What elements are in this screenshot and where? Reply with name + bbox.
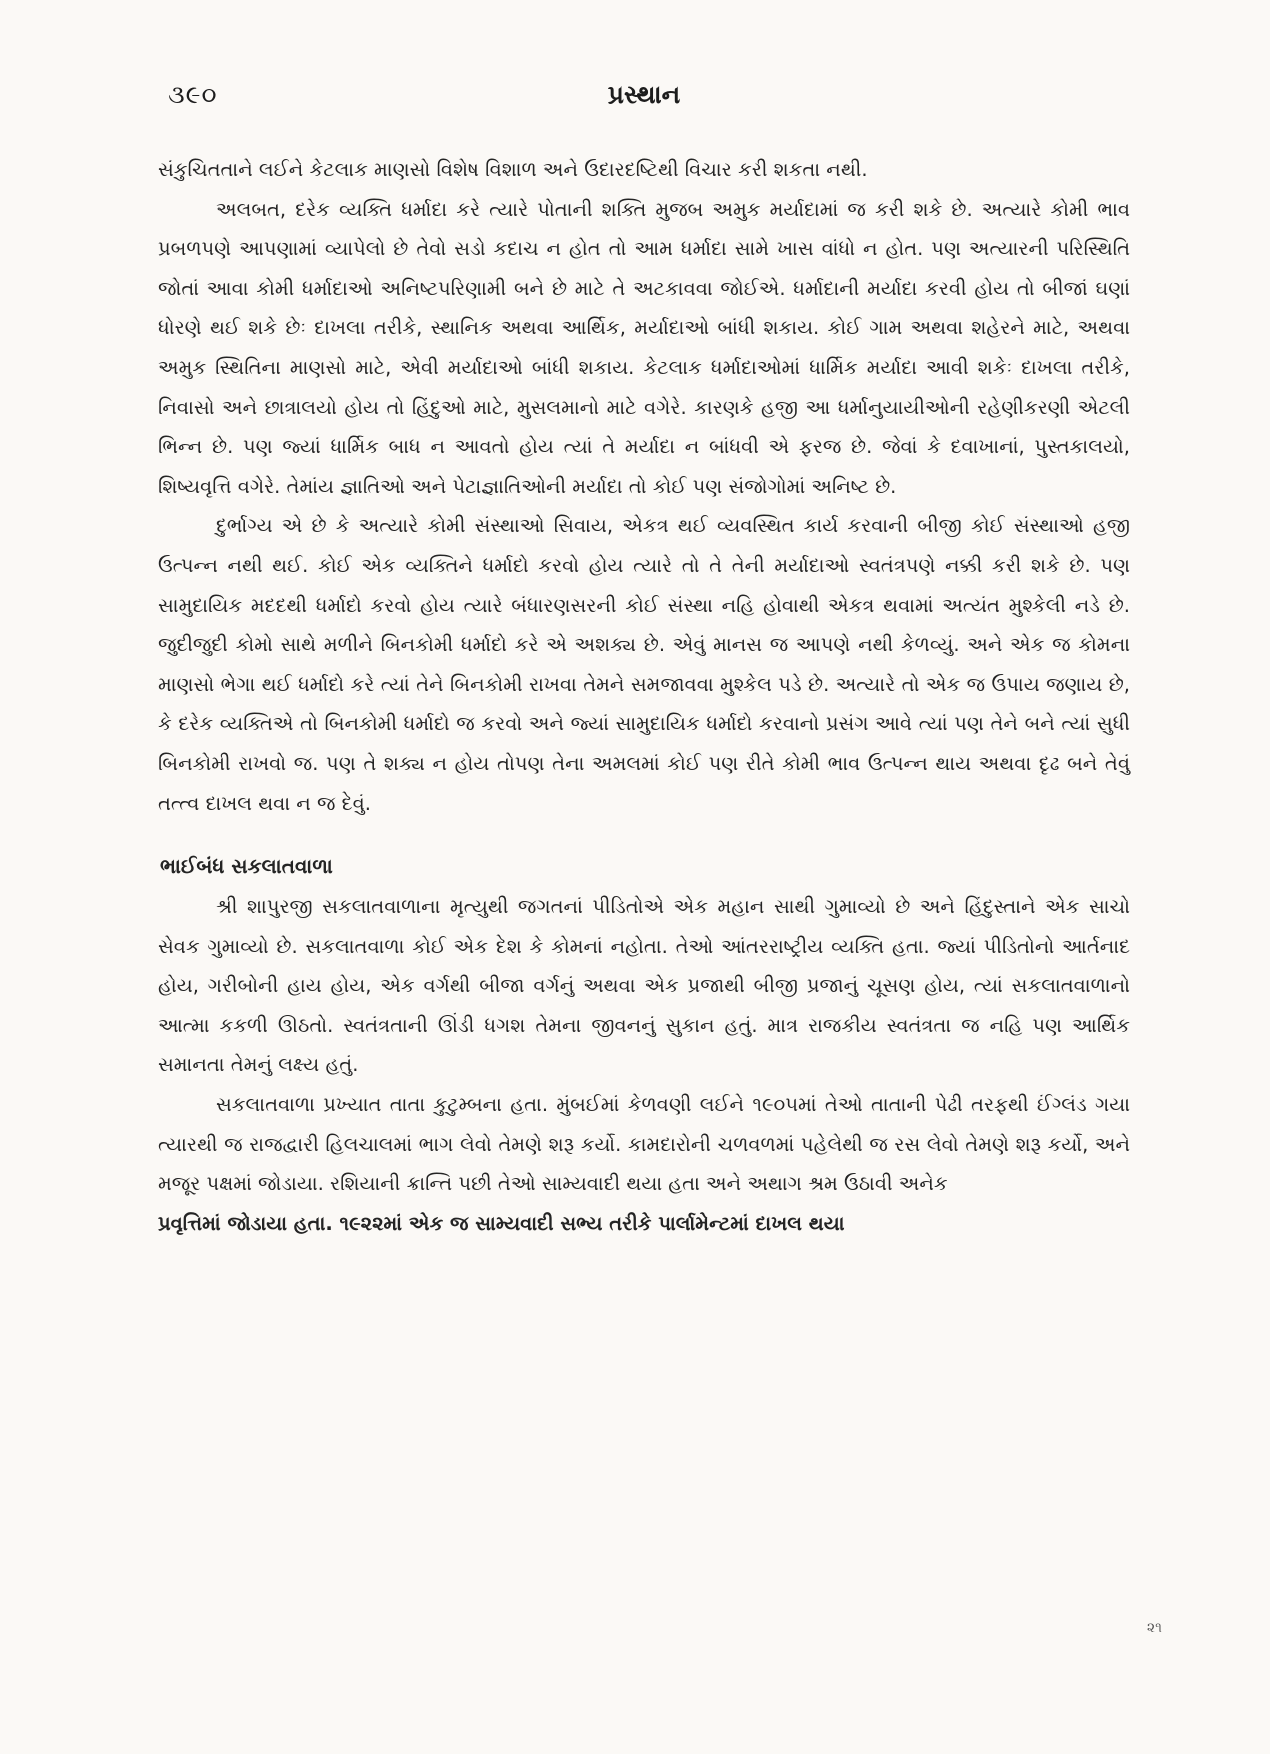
body-text [158, 150, 1130, 1243]
paragraph: સકલાતવાળા પ્રખ્યાત તાતા કુટુમ્બના હતા. મુંબઈમાં કેળવણી લઈને ૧૯૦૫માં તેઓ તાતાની પેઢી તરફથી ઈંગ્લંડ ગયા ત્યારથી જ રાજદ્વારી હિલચાલમાં ભાગ લેવો તેમણે શરૂ કર્યો. કામદારોની ચળવળમાં પહેલેથી જ રસ લેવો તેમણે શરૂ કર્યો, અને મજૂર પક્ષમાં જોડાયા. રશિયાની ક્રાન્તિ પછી તેઓ સામ્યવાદી થયા હતા અને અથાગ શ્રમ ઉઠાવી અનેક [158, 1093, 1130, 1196]
paragraph: શ્રી શાપુરજી સકલાતવાળાના મૃત્યુથી જગતનાં પીડિતોએ એક મહાન સાથી ગુમાવ્યો છે અને હિંદુસ્તાને એક સાચો સેવક ગુમાવ્યો છે. સકલાતવાળા કોઈ એક દેશ કે કોમનાં નહોતા. તેઓ આંતરરાષ્ટ્રીય વ્યક્તિ હતા. જ્યાં પીડિતોનો આર્તનાદ હોય, ગરીબોની હાય હોય, એક વર્ગથી બીજા વર્ગનું અથવા એક પ્રજાથી બીજી પ્રજાનું ચૂસણ હોય, ત્યાં સકલાતવાળાનો આત્મા કકળી ઊઠતો. સ્વતંત્રતાની ઊંડી ધગશ તેમના જીવનનું સુકાન હતું. માત્ર રાજકીય સ્વતંત્રતા જ નહિ પણ આર્થિક સમાનતા તેમનું લક્ષ્ય હતું. [158, 895, 1130, 1077]
page-number: ૩૯૦ [168, 80, 218, 109]
section-heading: ભાઈબંધ સકલાતવાળા [160, 854, 333, 879]
paragraph: સંકુચિતતાને લઈને કેટલાક માણસો વિશેષ વિશાળ અને ઉદારદષ્ટિથી વિચાર કરી શકતા નથી. [158, 158, 868, 181]
paragraph: અલબત, દરેક વ્યક્તિ ધર્માદા કરે ત્યારે પોતાની શક્તિ મુજબ અમુક મર્યાદામાં જ કરી શકે છે. અત્યારે કોમી ભાવ પ્રબળપણે આપણામાં વ્યાપેલો છે તેવો સડો કદાચ ન હોત તો આમ ધર્માદા સામે ખાસ વાંધો ન હોત. પણ અત્યારની પરિસ્થિતિ જોતાં આવા કોમી ધર્માદાઓ અનિષ્ટપરિણામી બને છે માટે તે અટકાવવા જોઈએ. ધર્માદાની મર્યાદા કરવી હોય તો બીજાં ઘણાં ધોરણે થઈ શકે છેઃ દાખલા તરીકે, સ્થાનિક અથવા આર્થિક, મર્યાદાઓ બાંધી શકાય. કોઈ ગામ અથવા શહેરને માટે, અથવા અમુક સ્થિતિના માણસો માટે, એવી મર્યાદાઓ બાંધી શકાય. કેટલાક ધર્માદાઓમાં ધાર્મિક મર્યાદા આવી શકેઃ દાખલા તરીકે, નિવાસો અને છાત્રાલયો હોય તો હિંદુઓ માટે, મુસલમાનો માટે વગેરે. કારણકે હજી આ ધર્માનુયાયીઓની રહેણીકરણી એટલી ભિન્ન છે. પણ જ્યાં ધાર્મિક બાધ ન આવતો હોય ત્યાં તે મર્યાદા ન બાંધવી એ ફરજ છે. જેવાં કે દવાખાનાં, પુસ્તકાલયો, શિષ્યવૃત્તિ વગેરે. તેમાંય જ્ઞાતિઓ અને પેટાજ્ઞાતિઓની મર્યાદા તો કોઈ પણ સંજોગોમાં અનિષ્ટ છે. [158, 197, 1130, 498]
paragraph-continuation: પ્રવૃત્તિમાં જોડાયા હતા. ૧૯૨૨માં એક જ સામ્યવાદી સભ્ય તરીકે પાર્લામેન્ટમાં દાખલ થયા [158, 1211, 845, 1235]
folio-mark: ૨૧ [1146, 1620, 1162, 1636]
running-title: પ્રસ્થાન [607, 80, 681, 109]
page-header [168, 80, 1120, 120]
paragraph: દુર્ભાગ્ય એ છે કે અત્યારે કોમી સંસ્થાઓ સિવાય, એકત્ર થઈ વ્યવસ્થિત કાર્ય કરવાની બીજી કોઈ સંસ્થાઓ હજી ઉત્પન્ન નથી થઈ. કોઈ એક વ્યક્તિને ધર્માદો કરવો હોય ત્યારે તો તે તેની મર્યાદાઓ સ્વતંત્રપણે નક્કી કરી શકે છે. પણ સામુદાયિક મદદથી ધર્માદો કરવો હોય ત્યારે બંધારણસરની કોઈ સંસ્થા નહિ હોવાથી એકત્ર થવામાં અત્યંત મુશ્કેલી નડે છે. જુદીજુદી કોમો સાથે મળીને બિનકોમી ધર્માદો કરે એ અશક્ય છે. એવું માનસ જ આપણે નથી કેળવ્યું. અને એક જ કોમના માણસો ભેગા થઈ ધર્માદો કરે ત્યાં તેને બિનકોમી રાખવા તેમને સમજાવવા મુશ્કેલ પડે છે. અત્યારે તો એક જ ઉપાય જણાય છે, કે દરેક વ્યક્તિએ તો બિનકોમી ધર્માદો જ કરવો અને જ્યાં સામુદાયિક ધર્માદો કરવાનો પ્રસંગ આવે ત્યાં પણ તેને બને ત્યાં સુધી બિનકોમી રાખવો જ. પણ તે શક્ય ન હોય તોપણ તેના અમલમાં કોઈ પણ રીતે કોમી ભાવ ઉત્પન્ન થાય અથવા દૃઢ બને તેવું તત્ત્વ દાખલ થવા ન જ દેવું. [158, 514, 1130, 815]
